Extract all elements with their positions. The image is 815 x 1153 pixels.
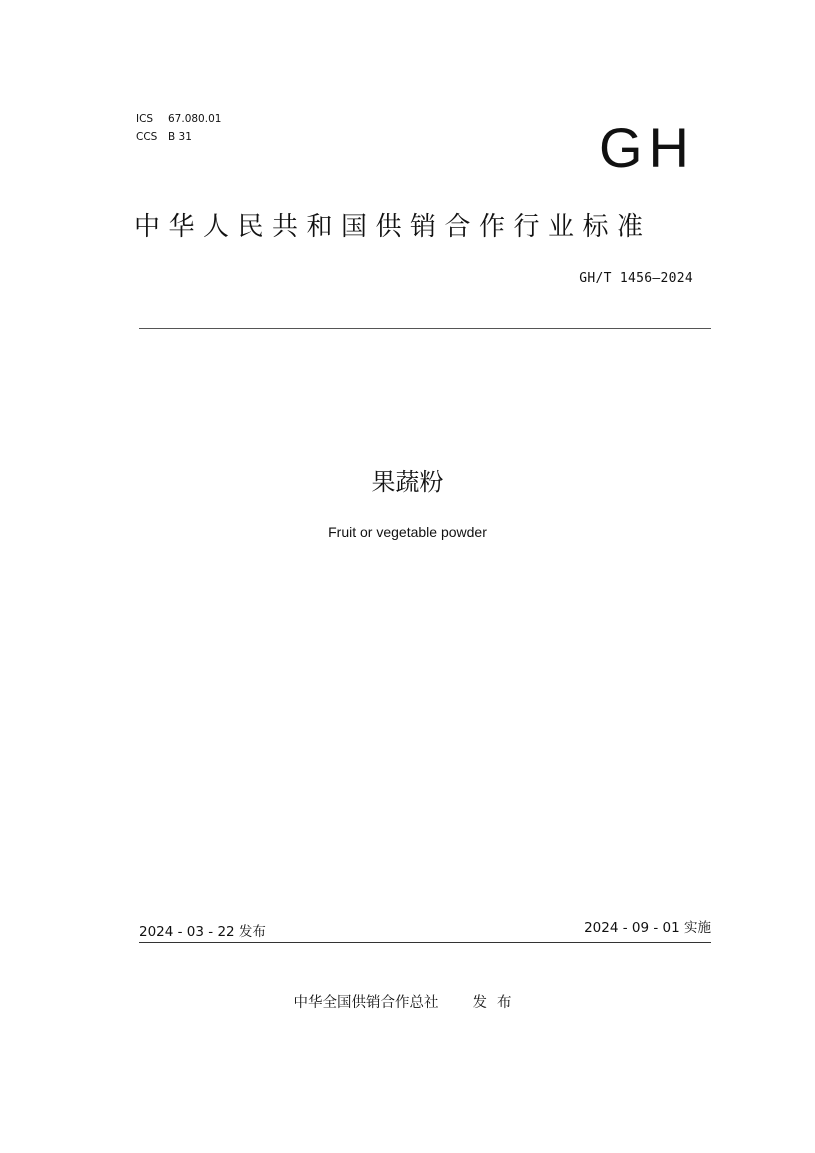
standard-number: GH/T 1456—2024 <box>579 271 693 286</box>
ics-code-row <box>136 110 221 128</box>
classification-codes <box>136 110 221 146</box>
document-title-en: Fruit or vegetable powder <box>328 524 487 540</box>
ccs-value: B 31 <box>168 131 192 143</box>
document-title-cn: 果蔬粉 <box>371 468 444 496</box>
ccs-label: CCS <box>136 131 158 143</box>
issue-date: 2024 - 03 - 22 发布 <box>139 924 266 940</box>
implementation-date: 2024 - 09 - 01 实施 <box>584 920 711 936</box>
publisher-name: 中华全国供销合作总社 <box>293 995 439 1011</box>
dates-row <box>139 918 711 943</box>
ics-label: ICS <box>136 113 154 125</box>
ccs-code-row <box>136 128 221 146</box>
publish-verb: 发布 <box>472 995 522 1011</box>
gh-logo: GH <box>599 116 695 179</box>
publisher-line <box>0 991 815 1012</box>
standard-category-title: 中华人民共和国供销合作行业标准 <box>134 212 652 242</box>
ics-value: 67.080.01 <box>168 113 222 125</box>
header-divider <box>139 328 711 329</box>
